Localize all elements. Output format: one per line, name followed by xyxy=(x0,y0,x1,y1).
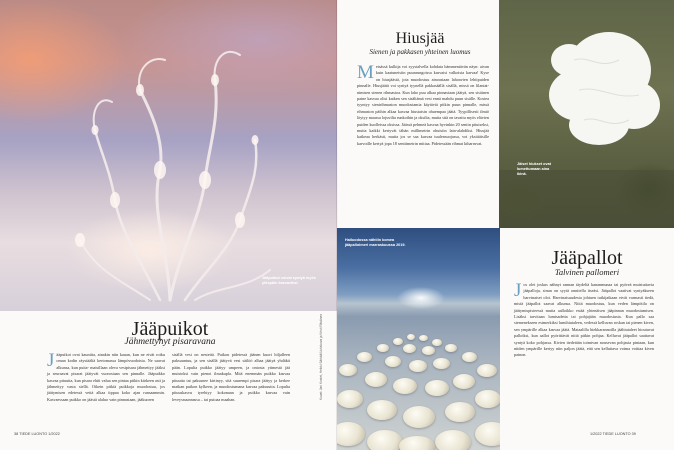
icicles-text-1: ääpuikot ovat kauniita, ainakin niin kauan, kun ne eivät roiku oman kodin räystäältä kertomassa lämpövuodoista. Ne saavat alkunsa, kun puita- maisillaan oleva vesipisara jähmettyy jääksi ja seuraavat pisarat jäätyvät vuorostaan sen pinnalle. Jääpuikko kasvaa pituutta, kun pisara ehtii valua sen pintaa pitkin kärkeen asti ja jähmettyy vasta siellä. Oikein pitkiä puikkoja muodostuu, jos jäätymisen edetessä vettä alkaa tippua koko ajan runsaammin. Kasvaessaan puikko on jäästä alaluo vain pinnastaan, jääkuoren xyxy=(47,352,165,402)
ice-stalks-icon xyxy=(0,0,337,311)
ice-balls-caption: Hailuodossa nähtiin komea jääpalloimeri marraskuussa 2019. xyxy=(345,238,406,247)
icicles-text-2: sisällä vesi on nestettä. Puikon pidetessä jäänen kuori hiljalleen paksuuntuu, ja sen sisällä jäätyvä vesi säilöö alhaa jäätyä yhdäkti pään. Lopulta puikko jäätyy umpeen, ja ontosta ytimestä jää muistoksi vain pienoi ilmakupla. Mitä enemmän puikko kasvaa pituutta tai paksunee kirtinyy, sitä suurempi pisara jäätyy ja kerkee matkan puikon kylkeen, ja muodostumana kasvaa paksuutta. Lopulta pituuskasvu tyrehtyy kokonaan ja puikko kasvaa vain leveyssuunnassa – tai putoaa maahan. xyxy=(172,352,290,402)
hair-ice-subtitle: Sienen ja pakkasen yhteinen luomus xyxy=(369,48,471,56)
ice-balls-column xyxy=(514,282,654,432)
hair-ice-caption: Jäiset hiukset ovat lumettumaan aina ikinä. xyxy=(517,162,551,176)
right-footer: 1/2022 TIEDE LUONTO 39 xyxy=(590,432,636,436)
ice-balls-dropcap: J xyxy=(514,280,522,301)
icicles-column-1 xyxy=(47,352,165,442)
icicle-caption: Jääpuikot voivat syntyä myös ylöspäin kasvaviksi. xyxy=(262,276,316,285)
left-footer: 38 TIEDE LUONTO 1/2022 xyxy=(14,432,60,436)
ice-balls-subtitle: Talvinen pallomeri xyxy=(554,267,620,277)
icicles-dropcap: J xyxy=(47,350,55,371)
ice-balls-text: os olet joskus nähnyt rannan täydeltä kananmunaa tai pyöreä muistuttavia jääpalloja, sinun on syytä onnitella itseäsi. Jääpallot vaativat syntyäkseen harvinaiset olot. Harvinaisuudesta johtuen tutkijatkaan eivät varmasti tiedä, mistä jääpallot saavat alkunsa. Niitä muodostuu, kun veden lämpötila on jäätymispisteessä mutta aalloikko estää yhtenäisen jääpinnan muodostumisen. Lisäksi tarvitaan lumisadetta tai pohjajään muodostusta. Kun pallo saa siemenekseen esimerkiksi lumihiutaleen, vedessä kelluvan roskan tai pienen kiven, sen ympärille alkaa kasvaa jäätä. Mataalilla hiekkarannoilla jäähiutaleet hioutuvat palloiksi, kun aallot pyörittävät niitä pitkin pohjaa. Kelluvat jääpallot saattavat syntyä koko pohjassa. Kivien tiedetään toimivan nousevan pohjasta pintaan, kun niiden ympärille kertyy niin paljon jäätä, että sen kelluttava voima voittaa kiven painon. xyxy=(514,282,654,358)
photo-credit: Kuvat: Jari Kostet, Heikki Särkkä/Uutiskuva ja Kristi Räsänen xyxy=(319,313,323,400)
icicles-subtitle: Jähmettynyt pisaravana xyxy=(124,337,216,347)
hair-ice-column xyxy=(357,64,489,224)
hair-ice-photo xyxy=(499,0,674,228)
icicle-photo xyxy=(0,0,337,311)
icicles-column-2 xyxy=(172,352,290,442)
hair-ice-text: etsässä kulkija voi syystalvella kohdata hämmentävän näyn: aivan kuin kaatuneisiin puunrungoissa kasvaisi valkoista karvaa! Kyse on hiusjäästä, jota muodostuu ainoastaan lahoavien lehtipuiden pinnalle. Hiusjäätä voi syntyä tyynellä pakkasäällä sisällä, missä on lilaniat-nimisen sienen rihmastoa. Kun laho puu alkaa pinnastaan jäätyä, sen sisäinen paine kasvaa olisi kaiken sen sisältämä vesi ennä mahdu puun sisälle. Kostea tyyntyy sienirihmaston muodostamia käytäviä pitkin puun pinnalle, missä rihmaston päihin alkaa kasvaa hiustaisin ohuempaa jäätä. Tyypillisesti ilmiö löytyy maassa lojuvilta runkoihin ja oksilta, mutta sitä on tavattu myös elävien puiden kuolleissa oksissa. Jäässä pehmeä kasvaa hyvinkin 20 sentin pituiseksi, mutta kaikki kertyvät tähän millimetrin ohuisiin lain-alahdiksi. Hiusjää katkeaa herkästi, mutta jos se saa kasvaa tuulensuojassa, voi yksittäisille karvoille kertyä jopa 18 senttimetrin mittaa. Pidetessään rihmat kiharruvat. xyxy=(357,64,489,146)
hair-ice-title: Hiusjää xyxy=(395,30,445,47)
ice-balls-title: Jääpallot xyxy=(551,247,623,269)
hair-ice-dropcap: M xyxy=(357,62,374,83)
ice-balls-icon xyxy=(337,330,500,450)
hair-ice-icon xyxy=(499,0,674,228)
icicles-title: Jääpuikot xyxy=(131,318,209,340)
ice-balls-photo xyxy=(337,228,500,450)
